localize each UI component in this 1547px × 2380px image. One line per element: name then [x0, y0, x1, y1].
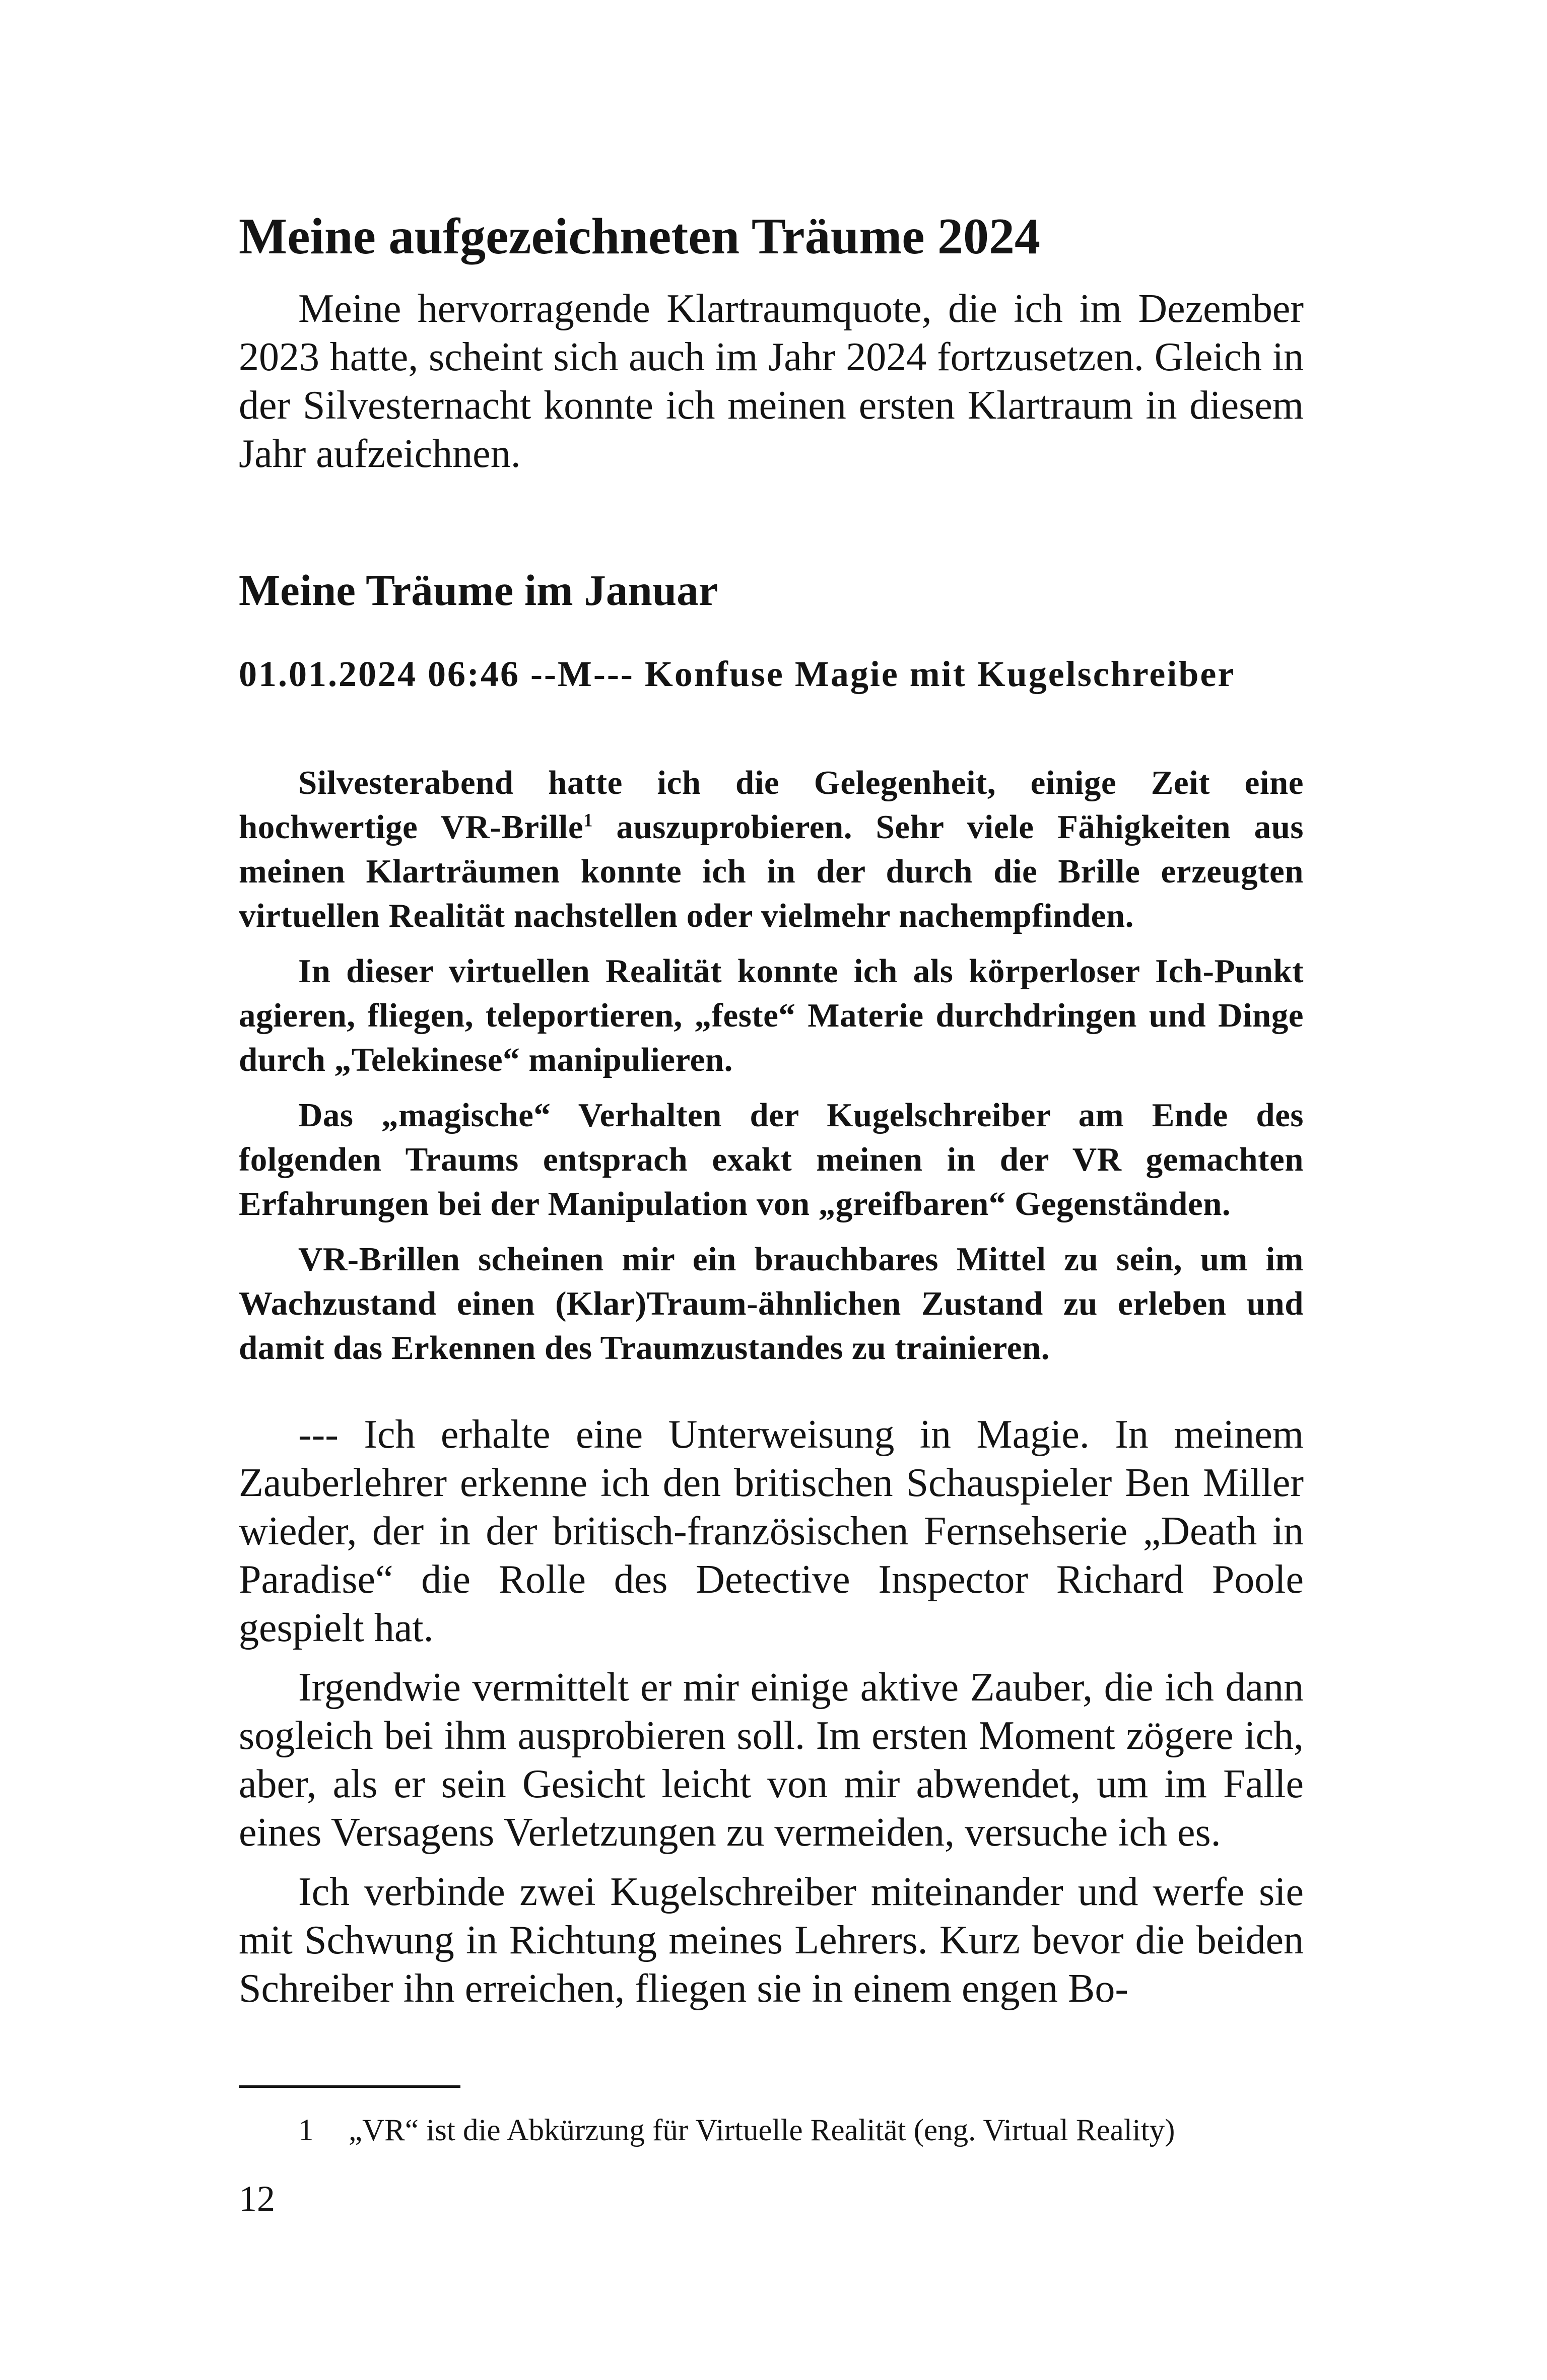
preface-note: [239, 761, 1304, 1370]
body-paragraph-1: --- Ich erhalte eine Unterweisung in Magie. In meinem Zauberlehrer erkenne ich den britischen Schauspieler Ben Miller wieder, der in der britisch-französischen Fernsehserie „Death in Paradise“ die Rolle des Detective Inspector Richard Poole gespielt hat.: [239, 1412, 1304, 1650]
note-paragraph-2: In dieser virtuellen Realität konnte ich als körperloser Ich-Punkt agieren, fliegen, teleportieren, „feste“ Materie durchdringen und Dinge durch „Telekinese“ manipulieren.: [239, 953, 1304, 1078]
section-heading: Meine Träume im Januar: [239, 566, 718, 615]
intro-paragraph: Meine hervorragende Klartraumquote, die ich im Dezember 2023 hatte, scheint sich auch im Jahr 2024 fortzusetzen. Gleich in der Silvesternacht konnte ich meinen ersten Klartraum in diesem Jahr aufzeichnen.: [239, 287, 1304, 476]
footnote-separator: [239, 2085, 460, 2088]
intro-section: [239, 285, 1304, 478]
dream-text: [239, 1410, 1304, 2013]
entry-heading: 01.01.2024 06:46 --M--- Konfuse Magie mit Kugelschreiber: [239, 654, 1236, 694]
footnote-number: 1: [298, 2114, 314, 2147]
body-paragraph-3: Ich verbinde zwei Kugelschreiber miteinander und werfe sie mit Schwung in Richtung meines Lehrers. Kurz bevor die beiden Schreiber ihn erreichen, fliegen sie in einem engen Bo-: [239, 1870, 1304, 2011]
footnote-reference: 1: [583, 809, 593, 831]
body-paragraph-2: Irgendwie vermittelt er mir einige aktive Zauber, die ich dann sogleich bei ihm ausprobieren soll. Im ersten Moment zögere ich, aber, als er sein Gesicht leicht von mir abwendet, um im Falle eines Versagens Verletzungen zu vermeiden, versuche ich es.: [239, 1665, 1304, 1855]
chapter-title: Meine aufgezeichneten Träume 2024: [239, 208, 1041, 265]
note-paragraph-3: Das „magische“ Verhalten der Kugelschreiber am Ende des folgenden Traums entsprach exakt meinen in der VR gemachten Erfahrungen bei der Manipulation von „greifbaren“ Gegenständen.: [239, 1097, 1304, 1222]
page-number: 12: [239, 2179, 275, 2219]
footnote: [298, 2111, 1306, 2151]
note-paragraph-1: [239, 761, 1304, 938]
note-text: Silvesterabend hatte ich die Gelegenheit, einige Zeit eine hochwertige VR-Brille: [239, 764, 1304, 846]
note-paragraph-4: VR-Brillen scheinen mir ein brauchbares Mittel zu sein, um im Wachzustand einen (Klar)Traum-ähnlichen Zustand zu erleben und damit das Erkennen des Traumzustandes zu trainieren.: [239, 1241, 1304, 1367]
footnote-text: „VR“ ist die Abkürzung für Virtuelle Realität (eng. Virtual Reality): [349, 2114, 1175, 2147]
note-text: auszuprobieren. Sehr viele Fähigkeiten aus meinen Klarträumen konnte ich in der durch die Brille erzeugten virtuellen Realität nachstellen oder vielmehr nachempfinden.: [239, 808, 1304, 934]
